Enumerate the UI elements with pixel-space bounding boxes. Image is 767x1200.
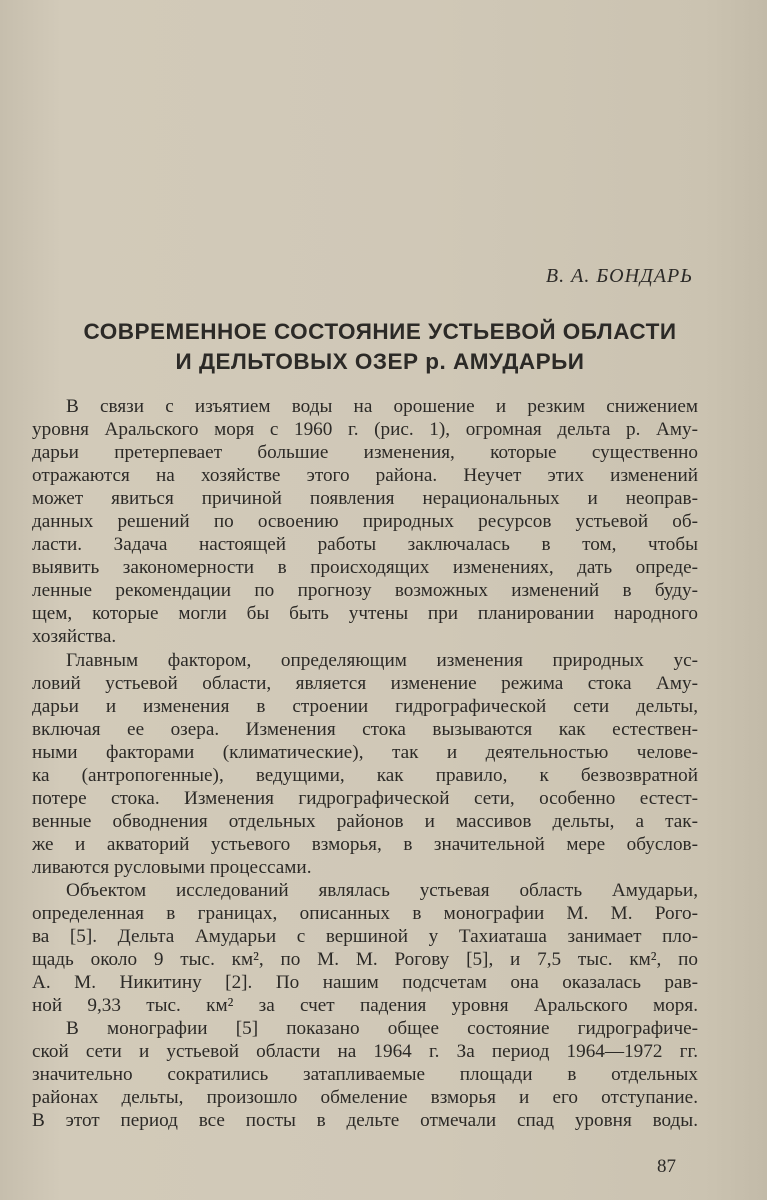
author-name: В. А. БОНДАРЬ [545,265,693,287]
text-line: В монографии [5] показано общее состояние гидрографиче- [66,1018,698,1040]
text-line: хозяйства. [32,626,117,648]
text-line: же и акваторий устьевого взморья, в значительной мере обуслов- [32,833,698,855]
text-line: В связи с изъятием воды на орошение и резким снижением [66,396,698,417]
text-line: щем, которые могли бы быть учтены при планировании народного [32,603,698,625]
text-line: может явиться причиной появления нерациональных и неоправ- [32,488,698,510]
text-line: ленные рекомендации по прогнозу возможных изменений в буду- [32,580,698,602]
text-line: выявить закономерности в происходящих изменениях, дать опреде- [32,557,698,579]
article-title [40,317,720,377]
text-line: ными факторами (климатические), так и деятельностью челове- [32,741,698,763]
text-line: ловий устьевой области, является изменение режима стока Аму- [32,672,698,694]
text-line: ной 9,33 тыс. км² за счет падения уровня Аральского моря. [32,995,698,1017]
text-line: ливаются русловыми процессами. [32,856,312,878]
text-line: А. М. Никитину [2]. По нашим подсчетам она оказалась рав- [32,972,698,994]
text-line: включая ее озера. Изменения стока вызываются как естествен- [32,718,698,740]
text-line: В этот период все посты в дельте отмечали спад уровня воды. [32,1110,698,1132]
text-line: потере стока. Изменения гидрографической сети, особенно естест- [32,787,698,809]
text-line: дарьи претерпевает большие изменения, которые существенно [32,442,698,464]
text-line: ка (антропогенные), ведущими, как правило, к безвозвратной [32,764,698,786]
text-line: данных решений по освоению природных ресурсов устьевой об- [32,511,698,533]
text-line: значительно сократились затапливаемые площади в отдельных [32,1064,698,1086]
page-number: 87 [657,1156,676,1177]
title-line: И ДЕЛЬТОВЫХ ОЗЕР р. АМУДАРЬИ [175,349,585,374]
text-line: Главным фактором, определяющим изменения природных ус- [66,649,698,671]
text-line: ласти. Задача настоящей работы заключалась в том, чтобы [32,534,698,556]
text-line: определенная в границах, описанных в монографии М. М. Рого- [32,903,698,925]
text-line: Объектом исследований являлась устьевая область Амударьи, [66,879,698,901]
text-line: дарьи и изменения в строении гидрографической сети дельты, [32,695,698,717]
article-body [32,395,698,1133]
text-line: отражаются на хозяйстве этого района. Неучет этих изменений [32,465,698,487]
text-line: районах дельты, произошло обмеление взморья и его отступание. [32,1087,698,1109]
text-line: уровня Аральского моря с 1960 г. (рис. 1), огромная дельта р. Аму- [32,419,698,441]
text-line: венные обводнения отдельных районов и массивов дельты, а так- [32,810,698,832]
text-line: ва [5]. Дельта Амударьи с вершиной у Тахиаташа занимает пло- [32,926,698,948]
title-line: СОВРЕМЕННОЕ СОСТОЯНИЕ УСТЬЕВОЙ ОБЛАСТИ [83,319,677,344]
text-line: ской сети и устьевой области на 1964 г. За период 1964—1972 гг. [32,1041,698,1063]
text-line: щадь около 9 тыс. км², по М. М. Рогову [5], и 7,5 тыс. км², по [32,949,698,971]
